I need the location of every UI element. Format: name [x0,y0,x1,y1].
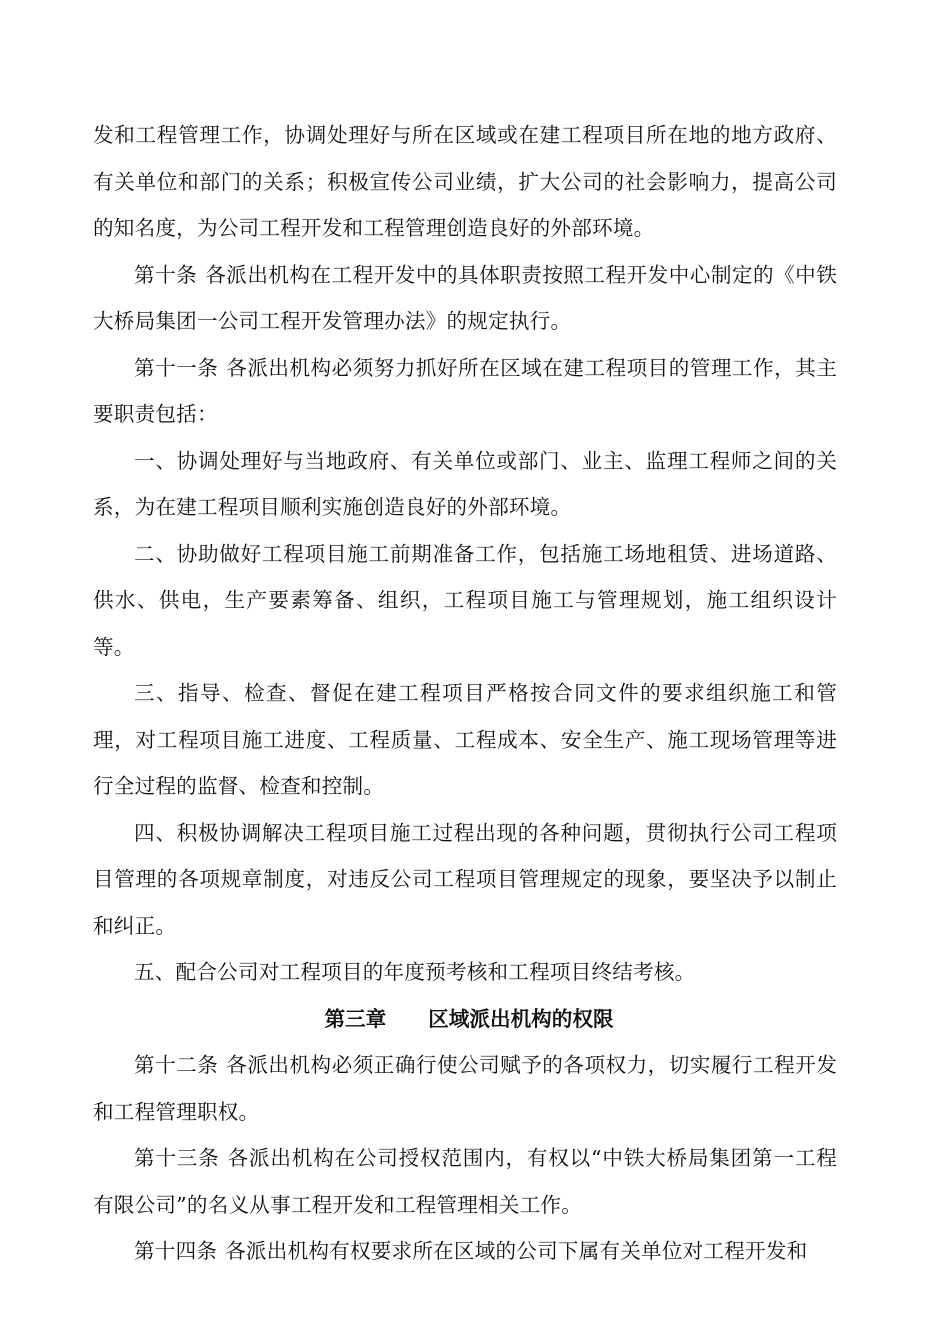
chapter-heading [93,996,837,1043]
list-item-4 [93,810,837,950]
paragraph-continuation [93,112,837,252]
article-number: 第十一条 [134,355,219,380]
article-12 [93,1042,837,1135]
paragraph-text: 一、协调处理好与当地政府、有关单位或部门、业主、监理工程师之间的关系，为在建工程项目顺利实施创造良好的外部环境。 [93,448,837,519]
article-number: 第十二条 [134,1053,219,1077]
list-item-3 [93,670,837,810]
article-13 [93,1135,837,1228]
list-item-2 [93,531,837,671]
paragraph-text: 各派出机构在公司授权范围内，有权以“中铁大桥局集团第一工程有限公司”的名义从事工程开发和工程管理相关工作。 [93,1146,837,1217]
paragraph-text: 各派出机构必须努力抓好所在区域在建工程项目的管理工作，其主要职责包括： [93,355,837,426]
paragraph-text: 二、协助做好工程项目施工前期准备工作，包括施工场地租赁、进场道路、供水、供电，生产要素筹备、组织，工程项目施工与管理规划，施工组织设计等。 [93,541,837,659]
list-item-1 [93,438,837,531]
chapter-title: 区域派出机构的权限 [428,1006,614,1031]
chapter-number: 第三章 [324,1006,387,1031]
article-11 [93,345,837,438]
paragraph-text: 各派出机构在工程开发中的具体职责按照工程开发中心制定的《中铁大桥局集团一公司工程开发管理办法》的规定执行。 [93,262,838,333]
paragraph-text: 三、指导、检查、督促在建工程项目严格按合同文件的要求组织施工和管理，对工程项目施工进度、工程质量、工程成本、安全生产、施工现场管理等进行全过程的监督、检查和控制。 [93,681,837,798]
paragraph-text: 五、配合公司对工程项目的年度预考核和工程项目终结考核。 [134,960,696,984]
list-item-5 [93,949,837,996]
article-10 [93,252,837,345]
paragraph-text: 四、积极协调解决工程项目施工过程出现的各种问题，贯彻执行公司工程项目管理的各项规章制度，对违反公司工程项目管理规定的现象，要坚决予以制止和纠正。 [93,820,837,938]
paragraph-text: 各派出机构有权要求所在区域的公司下属有关单位对工程开发和 [225,1239,808,1263]
article-14 [93,1228,837,1275]
paragraph-text: 各派出机构必须正确行使公司赋予的各项权力，切实履行工程开发和工程管理职权。 [93,1053,837,1124]
paragraph-text: 发和工程管理工作，协调处理好与所在区域或在建工程项目所在地的地方政府、有关单位和部门的关系；积极宣传公司业绩，扩大公司的社会影响力，提高公司的知名度，为公司工程开发和工程管理创造良好的外部环境。 [93,123,837,240]
article-number: 第十三条 [134,1146,220,1170]
article-number: 第十四条 [134,1239,218,1263]
document-page [93,112,837,1275]
article-number: 第十条 [134,262,198,287]
